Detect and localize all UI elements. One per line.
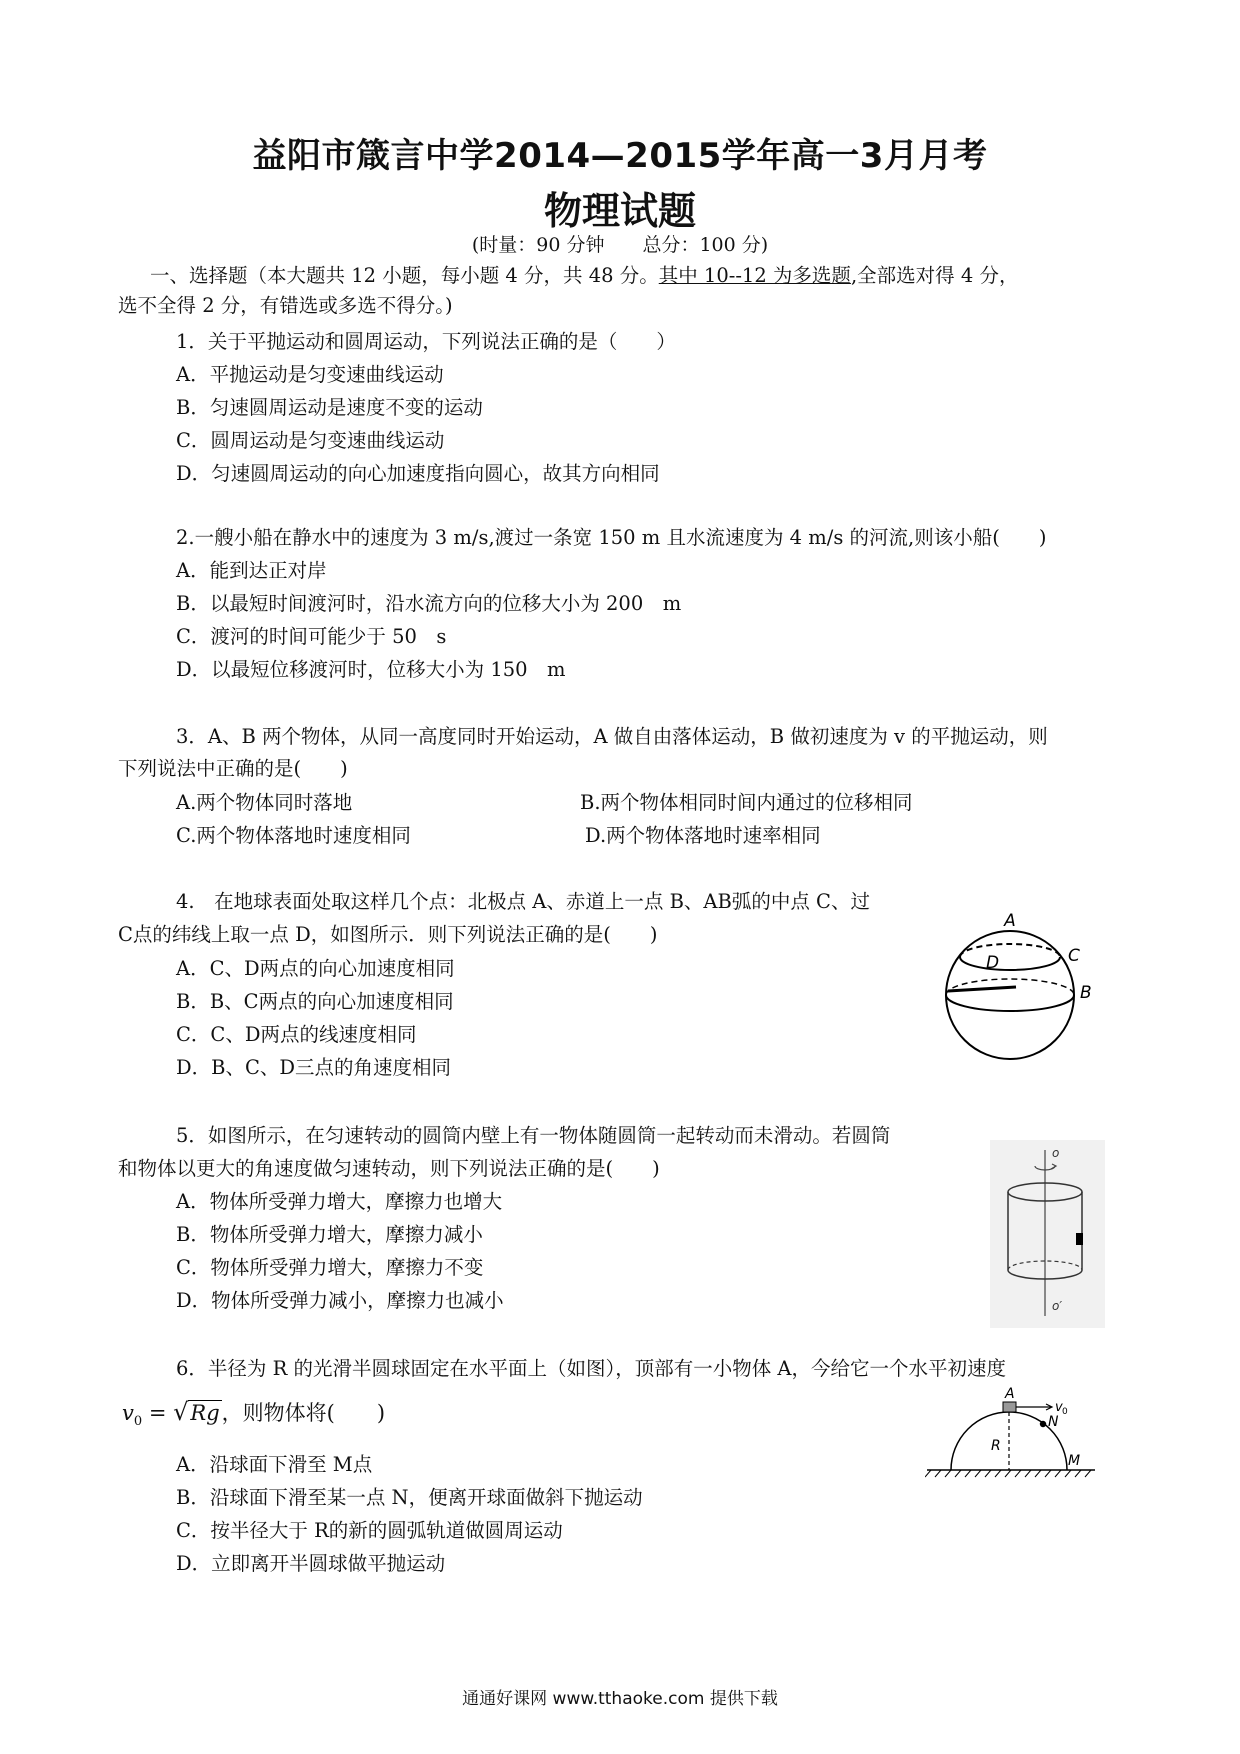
section-intro-part-a: 一、选择题（本大题共 12 小题，每小题 4 分，共 48 分。 bbox=[150, 264, 659, 287]
label-r: R bbox=[991, 1438, 1001, 1454]
question-4-option-c: C．C、D两点的线速度相同 bbox=[176, 1023, 417, 1046]
axis-label-bottom: o′ bbox=[1052, 1299, 1063, 1313]
question-5-stem-line1: 5．如图所示，在匀速转动的圆筒内壁上有一物体随圆筒一起转动而未滑动。若圆筒 bbox=[176, 1124, 891, 1147]
question-6-option-d: D．立即离开半圆球做平抛运动 bbox=[176, 1552, 446, 1575]
exam-title: 益阳市箴言中学2014—2015学年高一3月月考 bbox=[252, 136, 988, 176]
question-6-option-c: C．按半径大于 R的新的圆弧轨道做圆周运动 bbox=[176, 1519, 563, 1542]
label-c: C bbox=[1068, 946, 1080, 966]
formula-eq: = bbox=[142, 1401, 174, 1425]
section-intro-underlined: 其中 10--12 为多选题 bbox=[658, 264, 851, 287]
question-4-option-b: B．B、C两点的向心加速度相同 bbox=[176, 990, 454, 1013]
label-v-sub: 0 bbox=[1062, 1407, 1068, 1417]
exam-meta: (时量：90 分钟 总分：100 分) bbox=[471, 234, 769, 256]
question-6-option-b: B．沿球面下滑至某一点 N，便离开球面做斜下抛运动 bbox=[176, 1486, 643, 1509]
sphere-outline bbox=[946, 931, 1074, 1059]
question-6-stem-line2 bbox=[122, 1398, 385, 1436]
label-b: B bbox=[1080, 983, 1092, 1003]
equator-front bbox=[946, 995, 1074, 1011]
question-3-option-c: C.两个物体落地时速度相同 bbox=[176, 824, 411, 847]
section-intro-part-b: ,全部选对得 4 分， bbox=[850, 264, 1019, 287]
question-2-option-a: A．能到达正对岸 bbox=[176, 559, 327, 582]
latitude-circle-back bbox=[960, 944, 1060, 957]
question-5-stem-line2: 和物体以更大的角速度做匀速转动，则下列说法正确的是( ) bbox=[118, 1157, 660, 1180]
formula-sub: 0 bbox=[133, 1414, 143, 1430]
question-3-stem-line2: 下列说法中正确的是( ) bbox=[118, 757, 348, 780]
block-on-wall bbox=[1076, 1233, 1083, 1245]
question-2-stem: 2.一艘小船在静水中的速度为 3 m/s,渡过一条宽 150 m 且水流速度为 4 m/s 的河流,则该小船( ) bbox=[176, 526, 1047, 549]
question-3-option-a: A.两个物体同时落地 bbox=[176, 791, 353, 814]
question-4-option-a: A．C、D两点的向心加速度相同 bbox=[176, 957, 455, 980]
section-intro-line1 bbox=[150, 262, 1018, 290]
question-5-option-a: A．物体所受弹力增大，摩擦力也增大 bbox=[176, 1190, 503, 1213]
label-a: A bbox=[1005, 1386, 1015, 1402]
question-5-option-c: C．物体所受弹力增大，摩擦力不变 bbox=[176, 1256, 484, 1279]
question-3-option-b: B.两个物体相同时间内通过的位移相同 bbox=[580, 791, 913, 814]
label-v: v bbox=[1055, 1400, 1063, 1415]
hemisphere-figure bbox=[925, 1380, 1115, 1490]
question-4-stem-line1: 4. 在地球表面处取这样几个点：北极点 A、赤道上一点 B、AB弧的中点 C、过 bbox=[176, 890, 870, 913]
question-3-stem-line1: 3．A、B 两个物体，从同一高度同时开始运动，A 做自由落体运动，B 做初速度为 v 的平抛运动，则 bbox=[176, 725, 1048, 748]
latitude-circle-front bbox=[960, 957, 1060, 970]
ground-hatch bbox=[925, 1470, 1091, 1477]
question-2-option-c: C．渡河的时间可能少于 50 s bbox=[176, 625, 447, 648]
label-a: A bbox=[1004, 911, 1016, 931]
question-1-option-a: A．平抛运动是匀变速曲线运动 bbox=[176, 363, 444, 386]
sphere-figure bbox=[938, 905, 1098, 1065]
label-m: M bbox=[1068, 1453, 1081, 1469]
formula-v: v bbox=[122, 1401, 134, 1425]
question-1-option-c: C．圆周运动是匀变速曲线运动 bbox=[176, 429, 445, 452]
question-4-stem-line2: C点的纬线上取一点 D，如图所示．则下列说法正确的是( ) bbox=[118, 923, 658, 946]
question-6-stem-line1: 6．半径为 R 的光滑半圆球固定在水平面上（如图），顶部有一小物体 A，今给它一个水平初速度 bbox=[176, 1357, 1007, 1380]
question-6-stem-rest: ，则物体将( ) bbox=[221, 1401, 386, 1425]
point-n bbox=[1040, 1421, 1046, 1427]
question-6-option-a: A．沿球面下滑至 M点 bbox=[176, 1453, 373, 1476]
formula-root: Rg bbox=[190, 1401, 220, 1425]
question-3-option-d: D.两个物体落地时速率相同 bbox=[585, 824, 821, 847]
sqrt-symbol: √ bbox=[173, 1398, 189, 1426]
label-n: N bbox=[1048, 1414, 1059, 1430]
axis-label-top: o bbox=[1052, 1146, 1060, 1160]
cylinder-figure bbox=[990, 1140, 1105, 1328]
question-5-option-b: B．物体所受弹力增大，摩擦力减小 bbox=[176, 1223, 483, 1246]
question-1-stem: 1．关于平抛运动和圆周运动，下列说法正确的是（ ） bbox=[176, 330, 676, 353]
question-4-option-d: D．B、C、D三点的角速度相同 bbox=[176, 1056, 452, 1079]
question-2-option-d: D．以最短位移渡河时，位移大小为 150 m bbox=[176, 658, 566, 681]
radius-line bbox=[948, 987, 1016, 991]
label-d: D bbox=[986, 953, 1000, 973]
block-a bbox=[1003, 1402, 1016, 1412]
question-5-option-d: D．物体所受弹力减小，摩擦力也减小 bbox=[176, 1289, 504, 1312]
section-intro-line2: 选不全得 2 分，有错选或多选不得分。) bbox=[118, 294, 453, 317]
subject-title: 物理试题 bbox=[543, 189, 696, 233]
question-1-option-b: B．匀速圆周运动是速度不变的运动 bbox=[176, 396, 483, 419]
footer-watermark: 通通好课网 www.tthaoke.com 提供下载 bbox=[462, 1689, 778, 1709]
question-1-option-d: D．匀速圆周运动的向心加速度指向圆心，故其方向相同 bbox=[176, 462, 660, 485]
question-2-option-b: B．以最短时间渡河时，沿水流方向的位移大小为 200 m bbox=[176, 592, 682, 615]
